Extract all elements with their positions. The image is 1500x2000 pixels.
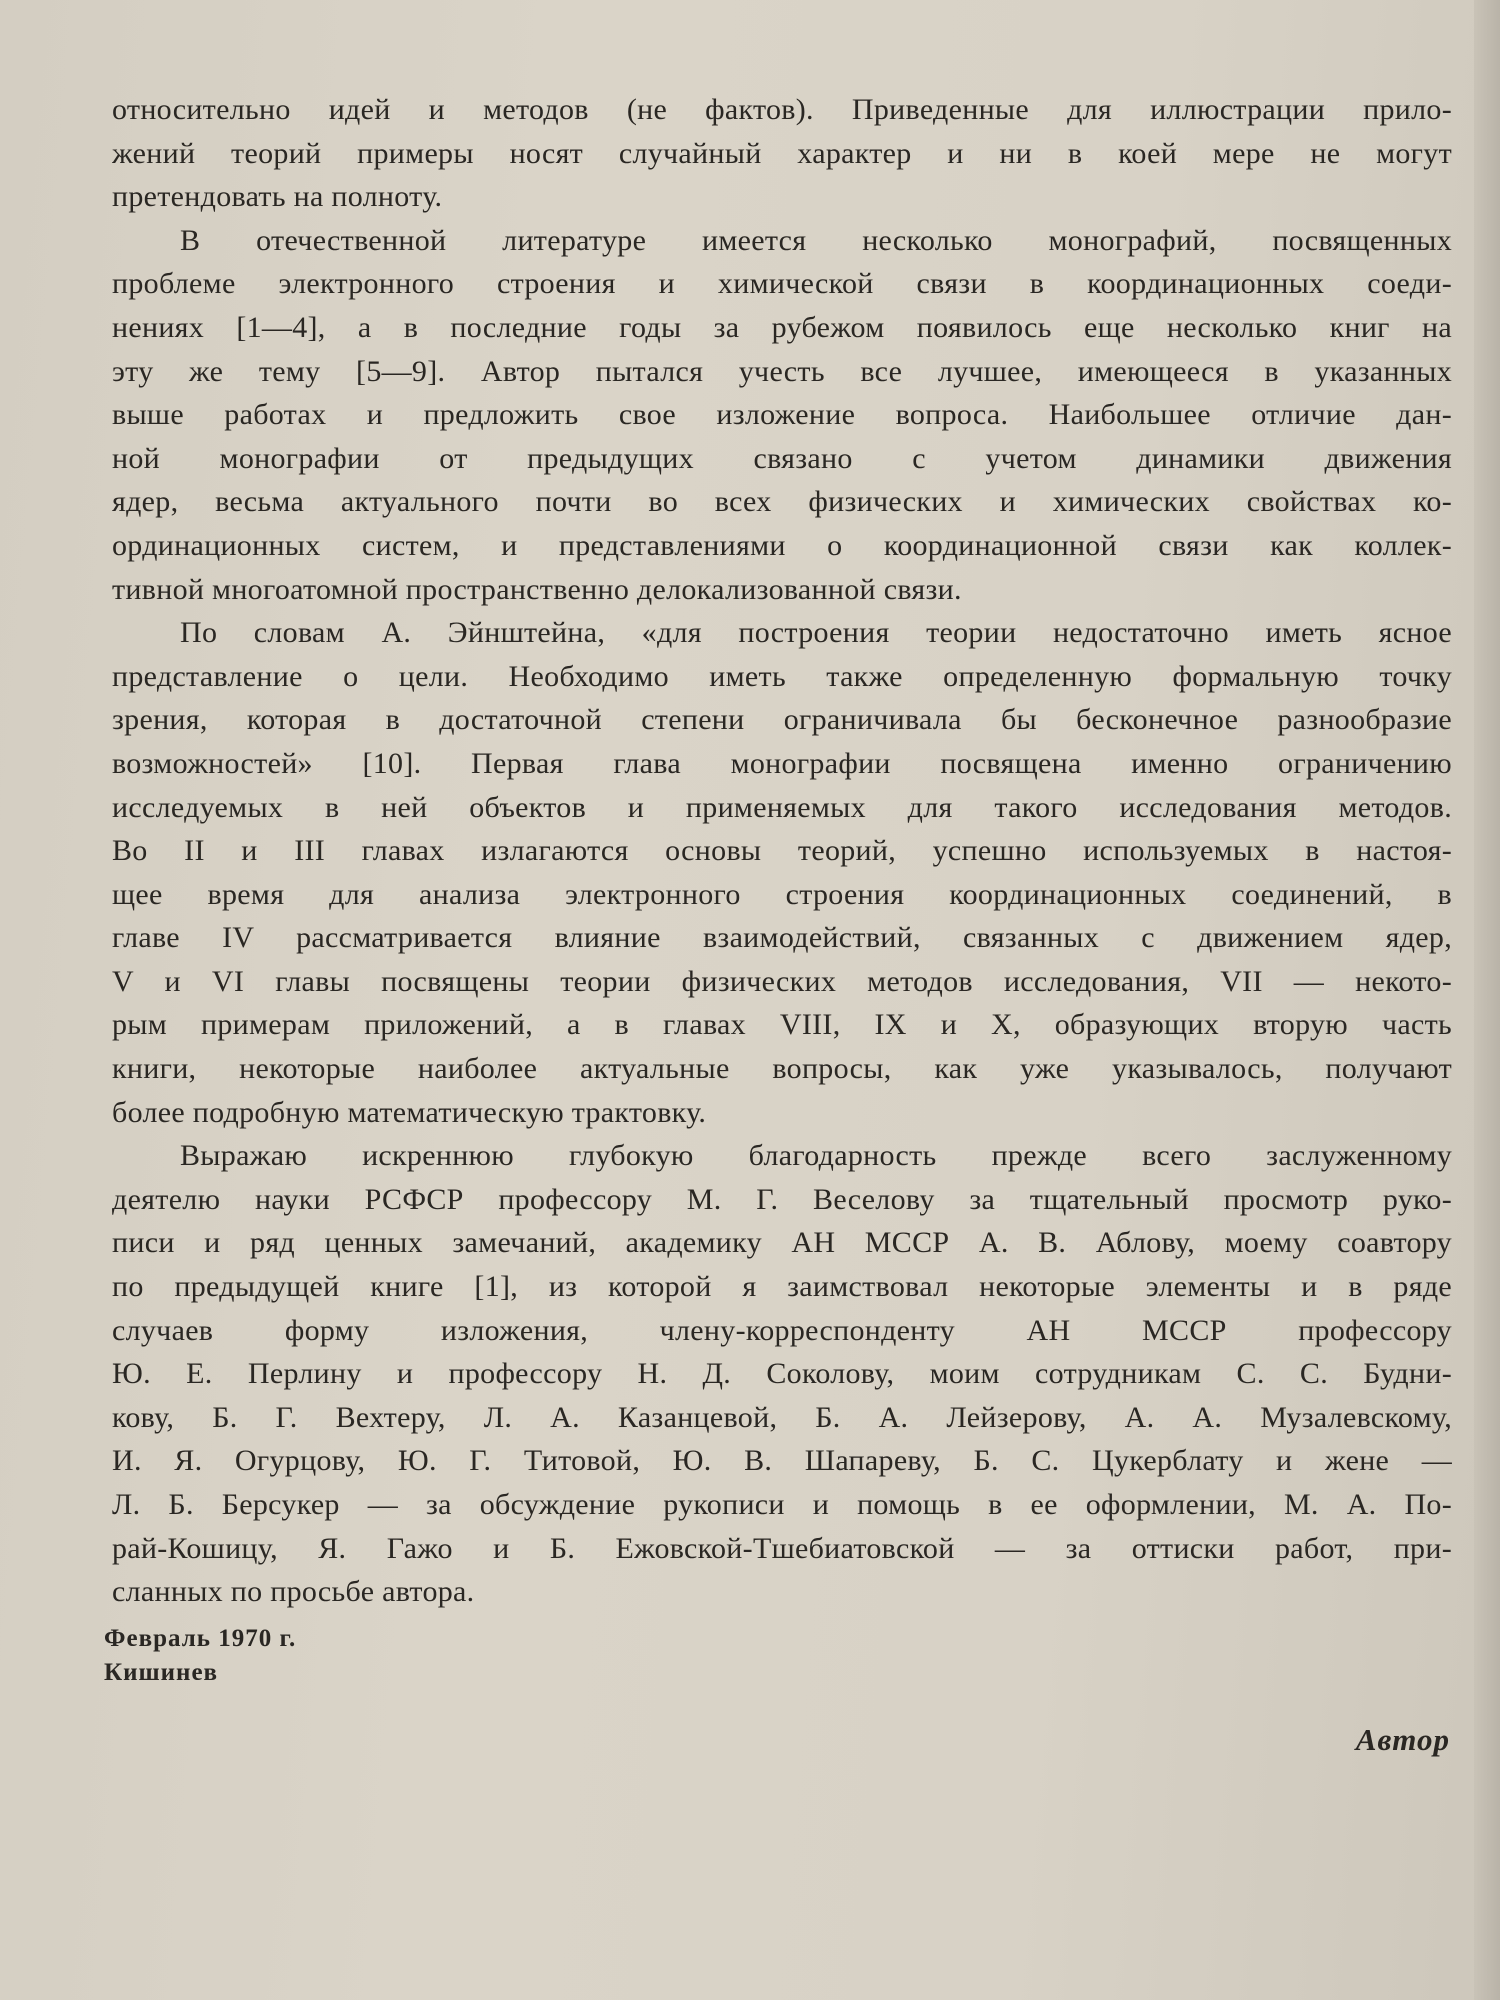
body-text: [112, 88, 1452, 1614]
text-line: сланных по просьбе автора.: [112, 1575, 475, 1609]
text-line: жений теорий примеры носят случайный характер и ни в коей мере не могут: [112, 136, 1452, 170]
text-line: Во II и III главах излагаются основы теорий, успешно используемых в настоя-: [112, 834, 1452, 868]
text-line: случаев форму изложения, члену-корреспонденту АН МССР профессору: [112, 1313, 1452, 1347]
signoff: [104, 1622, 296, 1690]
text-line: проблеме электронного строения и химической связи в координационных соеди-: [112, 267, 1452, 301]
text-line: зрения, которая в достаточной степени ограничивала бы бесконечное разнообразие: [112, 703, 1452, 737]
text-line: книги, некоторые наиболее актуальные вопросы, как уже указывалось, получают: [112, 1052, 1452, 1086]
text-line: ординационных систем, и представлениями о координационной связи как коллек-: [112, 528, 1452, 562]
text-line: тивной многоатомной пространственно делокализованной связи.: [112, 572, 962, 606]
text-line: выше работах и предложить свое изложение вопроса. Наибольшее отличие дан-: [112, 398, 1452, 432]
text-line: рай-Кошицу, Я. Гажо и Б. Ежовской-Тшебиатовской — за оттиски работ, при-: [112, 1531, 1452, 1565]
text-line: И. Я. Огурцову, Ю. Г. Титовой, Ю. В. Шапареву, Б. С. Цукерблату и жене —: [112, 1444, 1452, 1478]
paragraph-1: [112, 88, 1452, 219]
text-line: деятелю науки РСФСР профессору М. Г. Веселову за тщательный просмотр руко-: [112, 1182, 1452, 1216]
text-line: ядер, весьма актуального почти во всех физических и химических свойствах ко-: [112, 485, 1452, 519]
text-line: Л. Б. Берсукер — за обсуждение рукописи и помощь в ее оформлении, М. А. По-: [112, 1488, 1452, 1521]
text-line: В отечественной литературе имеется несколько монографий, посвященных: [180, 223, 1452, 257]
author-signature: Автор: [1355, 1722, 1450, 1757]
text-line: щее время для анализа электронного строения координационных соединений, в: [112, 877, 1452, 911]
text-line: по предыдущей книге [1], из которой я заимствовал некоторые элементы и в ряде: [112, 1270, 1452, 1304]
text-line: Ю. Е. Перлину и профессору Н. Д. Соколову, моим сотрудникам С. С. Будни-: [112, 1357, 1452, 1391]
paragraph-2: [112, 219, 1452, 611]
paragraph-4: [112, 1134, 1452, 1614]
text-line: Выражаю искреннюю глубокую благодарность прежде всего заслуженному: [180, 1139, 1452, 1173]
text-line: нениях [1—4], а в последние годы за рубежом появилось еще несколько книг на: [112, 310, 1452, 344]
signoff-date: Февраль 1970 г.: [104, 1625, 297, 1652]
text-line: возможностей» [10]. Первая глава монографии посвящена именно ограничению: [112, 746, 1452, 780]
text-line: рым примерам приложений, а в главах VIII, IX и X, образующих вторую часть: [112, 1008, 1452, 1042]
text-line: претендовать на полноту.: [112, 180, 443, 214]
text-line: V и VI главы посвящены теории физических методов исследования, VII — некото-: [112, 964, 1452, 998]
text-line: эту же тему [5—9]. Автор пытался учесть все лучшее, имеющееся в указанных: [112, 354, 1452, 388]
text-line: кову, Б. Г. Вехтеру, Л. А. Казанцевой, Б. А. Лейзерову, А. А. Музалевскому,: [112, 1400, 1452, 1434]
text-line: относительно идей и методов (не фактов). Приведенные для иллюстрации прило-: [112, 93, 1452, 126]
text-line: главе IV рассматривается влияние взаимодействий, связанных с движением ядер,: [112, 921, 1452, 955]
text-line: По словам А. Эйнштейна, «для построения теории недостаточно иметь ясное: [180, 616, 1452, 650]
text-line: представление о цели. Необходимо иметь также определенную формальную точку: [112, 659, 1452, 693]
paragraph-3: [112, 611, 1452, 1134]
text-line: ной монографии от предыдущих связано с учетом динамики движения: [112, 441, 1452, 475]
text-line: писи и ряд ценных замечаний, академику АН МССР А. В. Аблову, моему соавтору: [112, 1226, 1452, 1260]
text-line: более подробную математическую трактовку.: [112, 1095, 707, 1129]
signoff-place: Кишинев: [104, 1659, 219, 1686]
page-edge-shadow: [1474, 0, 1500, 2000]
text-line: исследуемых в ней объектов и применяемых для такого исследования методов.: [112, 790, 1452, 824]
